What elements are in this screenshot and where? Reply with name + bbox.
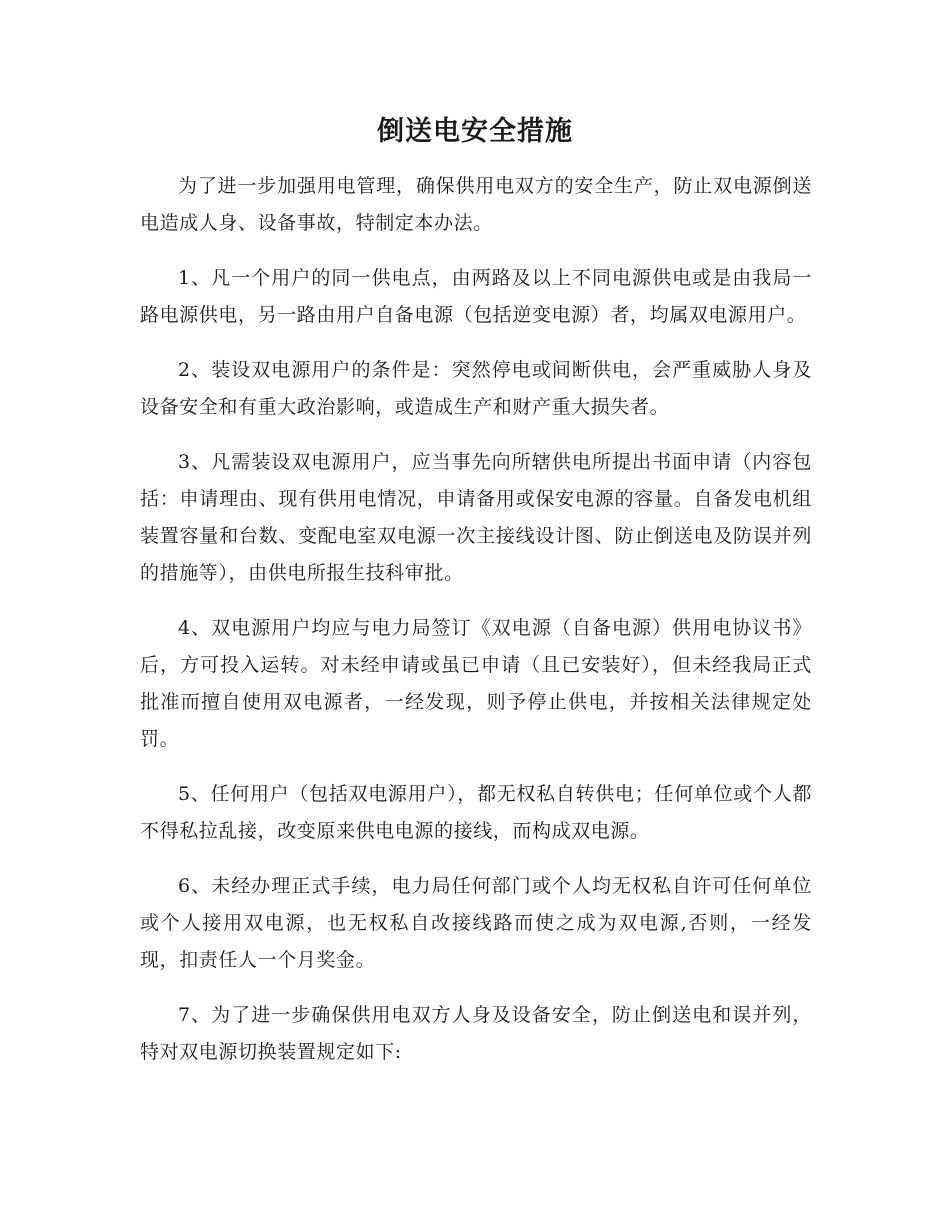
document-title: 倒送电安全措施 xyxy=(377,116,573,147)
intro-paragraph: 为了进一步加强用电管理，确保供用电双方的安全生产，防止双电源倒送电造成人身、设备事故，特制定本办法。 xyxy=(140,175,812,234)
clause-1-paragraph: 1、凡一个用户的同一供电点，由两路及以上不同电源供电或是由我局一路电源供电，另一路由用户自备电源（包括逆变电源）者，均属双电源用户。 xyxy=(140,267,812,326)
clause-7-paragraph: 7、为了进一步确保供用电双方人身及设备安全，防止倒送电和误并列，特对双电源切换装置规定如下: xyxy=(140,1004,812,1063)
clause-2-paragraph: 2、装设双电源用户的条件是：突然停电或间断供电，会严重威胁人身及设备安全和有重大政治影响，或造成生产和财产重大损失者。 xyxy=(140,359,812,418)
clause-4-paragraph: 4、双电源用户均应与电力局签订《双电源（自备电源）供用电协议书》后，方可投入运转。对未经申请或虽已申请（且已安装好），但未经我局正式批准而擅自使用双电源者，一经发现，则予停止供电，并按相关法律规定处罚。 xyxy=(140,617,812,750)
clause-5-paragraph: 5、任何用户（包括双电源用户），都无权私自转供电；任何单位或个人都不得私拉乱接，改变原来供电电源的接线，而构成双电源。 xyxy=(140,783,812,842)
clause-3-paragraph: 3、凡需装设双电源用户，应当事先向所辖供电所提出书面申请（内容包括：申请理由、现有供用电情况，申请备用或保安电源的容量。自备发电机组装置容量和台数、变配电室双电源一次主接线设计图、防止倒送电及防误并列的措施等），由供电所报生技科审批。 xyxy=(140,451,812,584)
clause-6-paragraph: 6、未经办理正式手续，电力局任何部门或个人均无权私自许可任何单位或个人接用双电源，也无权私自改接线路而使之成为双电源,否则，一经发现，扣责任人一个月奖金。 xyxy=(140,875,812,971)
document-body xyxy=(140,168,812,1089)
